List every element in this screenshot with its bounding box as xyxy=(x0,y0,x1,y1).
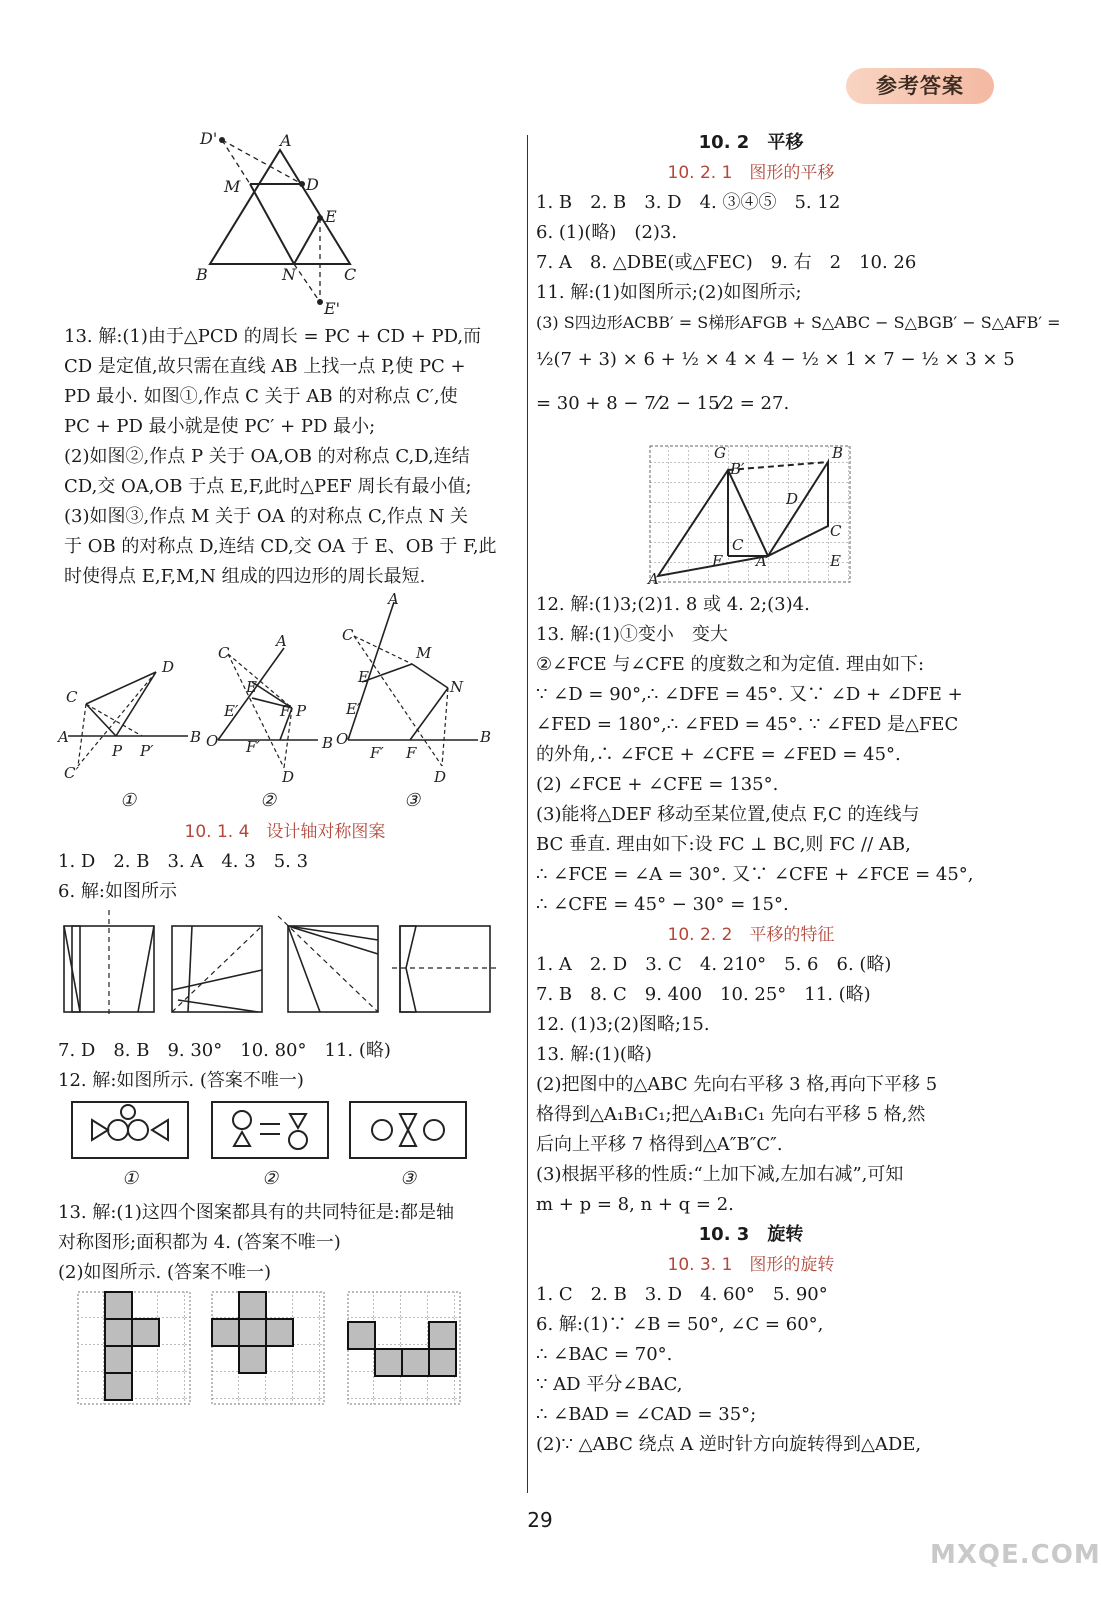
grid-point-label: D xyxy=(786,490,799,508)
figure-caption: ① xyxy=(122,1168,139,1189)
text-line: 7. D 8. B 9. 30° 10. 80° 11. (略) xyxy=(58,1040,391,1061)
grid-point-label: C xyxy=(830,522,842,540)
subsection-title: 10. 2. 1 图形的平移 xyxy=(667,163,835,183)
text-line: ∴ ∠CFE = 45° − 30° = 15°. xyxy=(536,894,789,915)
text-line: ②∠FCE 与∠CFE 的度数之和为定值. 理由如下: xyxy=(536,654,925,675)
text-line: (2) ∠FCE + ∠CFE = 135°. xyxy=(536,774,779,795)
svg-text:D: D xyxy=(434,768,447,786)
text-line: 1. A 2. D 3. C 4. 210° 5. 6 6. (略) xyxy=(536,954,892,975)
text-line: 11. 解:(1)如图所示;(2)如图所示; xyxy=(536,282,802,303)
point-label: E' xyxy=(324,299,341,318)
svg-text:O: O xyxy=(206,732,219,750)
figure-caption: ① xyxy=(120,790,137,811)
text-line: (3)能将△DEF 移动至某位置,使点 F,C 的连线与 xyxy=(536,804,920,825)
point-label: B xyxy=(196,265,208,284)
text-line: PC + PD 最小就是使 PC′ + PD 最小; xyxy=(64,416,376,437)
svg-text:F′: F′ xyxy=(370,744,384,762)
svg-text:A: A xyxy=(388,590,399,608)
svg-text:P′: P′ xyxy=(140,742,154,760)
text-line: 6. (1)(略) (2)3. xyxy=(536,222,678,243)
text-line: 6. 解:如图所示 xyxy=(58,881,177,902)
reflection-triangle-figure xyxy=(190,130,380,320)
figure-caption: ③ xyxy=(404,790,421,811)
text-line: ∴ ∠BAC = 70°. xyxy=(536,1344,673,1365)
text-line: 于 OB 的对称点 D,连结 CD,交 OA 于 E、OB 于 F,此 xyxy=(64,536,497,557)
left-section-1014 xyxy=(58,817,512,907)
svg-text:D: D xyxy=(162,658,175,676)
pattern-designs xyxy=(70,1100,490,1190)
svg-text:C′: C′ xyxy=(64,764,79,782)
text-line: 12. 解:如图所示. (答案不唯一) xyxy=(58,1070,304,1091)
text-line: 13. 解:(1)(略) xyxy=(536,1044,652,1065)
text-line: m + p = 8, n + q = 2. xyxy=(536,1194,734,1215)
text-line: 时使得点 E,F,M,N 组成的四边形的周长最短. xyxy=(64,566,426,587)
text-line: PD 最小. 如图①,作点 C 关于 AB 的对称点 C′,使 xyxy=(64,386,458,407)
svg-text:D: D xyxy=(282,768,295,786)
answer-key-badge: 参考答案 xyxy=(846,68,994,104)
right-column-top xyxy=(536,128,1061,426)
grid-point-label: B′ xyxy=(730,460,745,478)
svg-text:C: C xyxy=(66,688,78,706)
text-line: CD 是定值,故只需在直线 AB 上找一点 P,使 PC + xyxy=(64,356,466,377)
text-line: (2)∵ △ABC 绕点 A 逆时针方向旋转得到△ADE, xyxy=(536,1434,922,1455)
svg-text:E: E xyxy=(358,668,369,686)
grid-point-label: B xyxy=(832,444,844,462)
left-solution-13b xyxy=(58,1198,454,1288)
text-line: 1. B 2. B 3. D 4. ③④⑤ 5. 12 xyxy=(536,192,841,213)
svg-text:O: O xyxy=(336,730,349,748)
text-line: BC 垂直. 理由如下:设 FC ⊥ BC,则 FC // AB, xyxy=(536,834,911,855)
grid-point-label: F xyxy=(712,552,723,570)
svg-text:F: F xyxy=(406,744,417,762)
left-answers-7-12 xyxy=(58,1036,391,1096)
svg-text:M: M xyxy=(416,644,432,662)
text-line: 1. D 2. B 3. A 4. 3 5. 3 xyxy=(58,851,309,872)
text-line: 7. B 8. C 9. 400 10. 25° 11. (略) xyxy=(536,984,871,1005)
text-line: (2)如图②,作点 P 关于 OA,OB 的对称点 C,D,连结 xyxy=(64,446,470,467)
section-title: 10. 3 旋转 xyxy=(698,1224,804,1245)
svg-text:C: C xyxy=(342,626,354,644)
area-formula: = 30 + 8 − 7⁄2 − 15⁄2 = 27. xyxy=(536,393,790,414)
text-line: (2)如图所示. (答案不唯一) xyxy=(58,1262,271,1283)
text-line: 13. 解:(1)①变小 变大 xyxy=(536,624,728,645)
text-line: 12. 解:(1)3;(2)1. 8 或 4. 2;(3)4. xyxy=(536,594,810,615)
text-line: 格得到△A₁B₁C₁;把△A₁B₁C₁ 先向右平移 5 格,然 xyxy=(536,1104,926,1125)
column-divider xyxy=(527,135,528,1493)
point-label: A xyxy=(280,131,292,150)
grid-point-label: E xyxy=(830,552,841,570)
svg-text:F: F xyxy=(280,702,291,720)
grid-point-label: A xyxy=(648,570,659,588)
text-line: 13. 解:(1)由于△PCD 的周长 = PC + CD + PD,而 xyxy=(64,326,482,347)
text-line: 6. 解:(1)∵ ∠B = 50°, ∠C = 60°, xyxy=(536,1314,824,1335)
svg-text:P: P xyxy=(112,742,123,760)
figure-caption: ② xyxy=(262,1168,279,1189)
text-line: CD,交 OA,OB 于点 E,F,此时△PEF 周长有最小值; xyxy=(64,476,472,497)
svg-text:E: E xyxy=(246,678,257,696)
translation-grid-figure xyxy=(648,442,858,586)
grid-point-label: G xyxy=(714,444,726,462)
svg-text:B: B xyxy=(480,728,492,746)
svg-text:A: A xyxy=(276,632,287,650)
text-line: (3)如图③,作点 M 关于 OA 的对称点 C,作点 N 关 xyxy=(64,506,469,527)
svg-text:N: N xyxy=(450,678,464,696)
svg-text:E′: E′ xyxy=(224,702,239,720)
watermark: MXQE.COM xyxy=(930,1540,1101,1570)
area-formula: (3) S四边形ACBB′ = S梯形AFGB + S△ABC − S△BGB′ − S△AFB′ = xyxy=(536,313,1061,332)
area-grid-patterns xyxy=(76,1290,476,1410)
svg-text:P: P xyxy=(296,702,307,720)
text-line: 后向上平移 7 格得到△A″B″C″. xyxy=(536,1134,783,1155)
svg-text:F′: F′ xyxy=(246,738,260,756)
point-label: D' xyxy=(200,129,218,148)
area-formula: ½(7 + 3) × 6 + ½ × 4 × 4 − ½ × 1 × 7 − ½ × 3 × 5 xyxy=(536,349,1015,370)
subsection-title: 10. 3. 1 图形的旋转 xyxy=(667,1255,835,1275)
point-label: C xyxy=(344,265,357,284)
point-label: D xyxy=(306,175,319,194)
page-number: 29 xyxy=(527,1508,553,1532)
left-solution-13 xyxy=(64,322,497,592)
point-label: E xyxy=(325,207,337,226)
subsection-title: 10. 1. 4 设计轴对称图案 xyxy=(184,822,386,842)
svg-text:B: B xyxy=(190,728,202,746)
svg-text:E′: E′ xyxy=(346,700,361,718)
text-line: 12. (1)3;(2)图略;15. xyxy=(536,1014,710,1035)
text-line: ∠FED = 180°,∴ ∠FED = 45°. ∵ ∠FED 是△FEC xyxy=(536,714,959,735)
right-column-middle xyxy=(536,590,974,1460)
text-line: 7. A 8. △DBE(或△FEC) 9. 右 2 10. 26 xyxy=(536,252,917,273)
point-label: N xyxy=(282,265,296,284)
subsection-title: 10. 2. 2 平移的特征 xyxy=(667,925,835,945)
text-line: (3)根据平移的性质:“上加下减,左加右减”,可知 xyxy=(536,1164,904,1185)
text-line: (2)把图中的△ABC 先向右平移 3 格,再向下平移 5 xyxy=(536,1074,938,1095)
text-line: 13. 解:(1)这四个图案都具有的共同特征是:都是轴 xyxy=(58,1202,454,1223)
text-line: ∴ ∠BAD = ∠CAD = 35°; xyxy=(536,1404,757,1425)
text-line: ∵ ∠D = 90°,∴ ∠DFE = 45°. 又∵ ∠D + ∠DFE + xyxy=(536,684,963,705)
svg-text:B: B xyxy=(322,734,334,752)
section-title: 10. 2 平移 xyxy=(698,132,804,153)
text-line: ∴ ∠FCE = ∠A = 30°. 又∵ ∠CFE + ∠FCE = 45°, xyxy=(536,864,974,885)
grid-point-label: A xyxy=(756,552,767,570)
point-label: M xyxy=(224,177,241,196)
construction-figures xyxy=(58,592,508,812)
svg-text:C: C xyxy=(218,644,230,662)
figure-caption: ③ xyxy=(400,1168,417,1189)
svg-text:A: A xyxy=(58,728,69,746)
text-line: ∵ AD 平分∠BAC, xyxy=(536,1374,683,1395)
symmetric-square-designs xyxy=(58,910,508,1020)
text-line: 的外角,∴ ∠FCE + ∠CFE = ∠FED = 45°. xyxy=(536,744,901,765)
text-line: 对称图形;面积都为 4. (答案不唯一) xyxy=(58,1232,341,1253)
grid-point-label: C xyxy=(732,536,744,554)
figure-caption: ② xyxy=(260,790,277,811)
text-line: 1. C 2. B 3. D 4. 60° 5. 90° xyxy=(536,1284,828,1305)
